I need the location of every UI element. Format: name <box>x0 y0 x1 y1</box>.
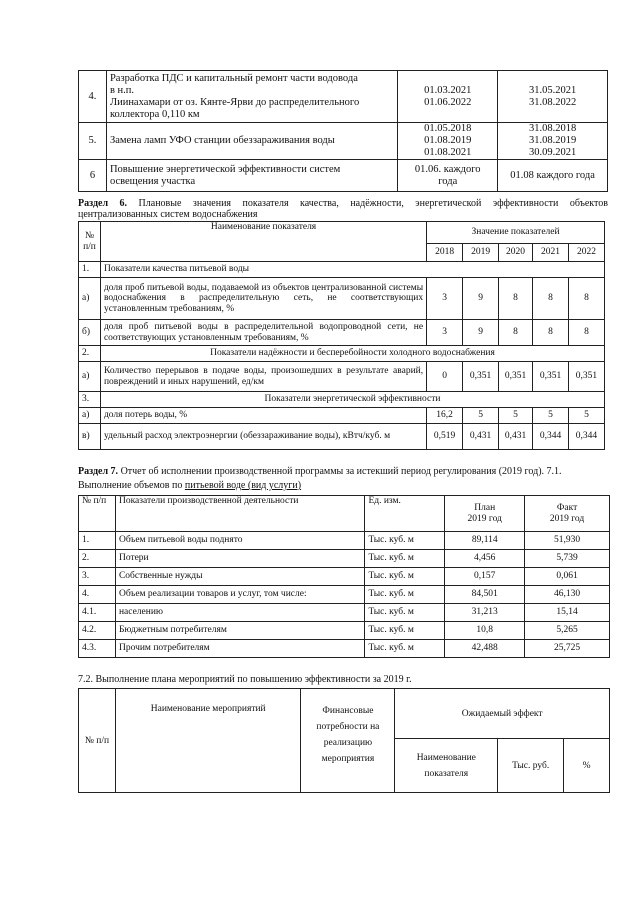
measure-name <box>106 160 397 192</box>
indicator-num: а) <box>79 362 101 392</box>
plan-label: План <box>474 502 496 513</box>
production-fact: 15,14 <box>525 604 610 622</box>
production-unit: Тыс. куб. м <box>365 622 445 640</box>
section-6-title: Плановые значения показателя качества, надёжности, энергетической эффективности объектов централизованных систем водоснабжения <box>78 198 608 220</box>
indicator-value: 5 <box>463 408 499 424</box>
measure-name-line: Разработка ПДС и капитальный ремонт части водовода <box>109 72 358 84</box>
indicator-row <box>79 392 605 408</box>
year-header: 2018 <box>427 244 463 262</box>
measure-start-dates <box>398 71 498 123</box>
indicator-row <box>79 424 605 450</box>
indicator-value: 8 <box>568 320 604 346</box>
measure-row <box>79 71 608 123</box>
header-plan <box>445 496 525 532</box>
production-num: 3. <box>79 568 116 586</box>
production-plan: 10,8 <box>445 622 525 640</box>
production-row <box>79 640 610 658</box>
year-header: 2022 <box>568 244 604 262</box>
indicator-value: 5 <box>568 408 604 424</box>
indicator-num: 3. <box>79 392 101 408</box>
header-percent: % <box>564 739 610 793</box>
measures-table-continued <box>78 70 608 192</box>
production-plan: 89,114 <box>445 532 525 550</box>
end-date: 31.05.2021 <box>528 84 577 96</box>
fin-line-4: мероприятия <box>321 754 375 764</box>
fin-line-1: Финансовые <box>322 706 374 716</box>
header-indicator-name <box>395 739 498 793</box>
production-unit: Тыс. куб. м <box>365 604 445 622</box>
indicator-num: в) <box>79 424 101 450</box>
production-fact: 5,265 <box>525 622 610 640</box>
indicator-value: 0 <box>427 362 463 392</box>
fact-year: 2019 год <box>549 513 585 524</box>
measure-name-line: коллектора 0,110 км <box>109 108 200 120</box>
indicator-value: 9 <box>463 278 499 320</box>
start-date: 01.06. каждого <box>414 163 481 175</box>
header-thousand-rub: Тыс. руб. <box>498 739 564 793</box>
production-plan: 42,488 <box>445 640 525 658</box>
end-date: 31.08.2022 <box>528 96 577 108</box>
measure-end-dates <box>498 123 608 160</box>
measure-name-line: освещения участка <box>109 175 196 187</box>
indicator-value: 16,2 <box>427 408 463 424</box>
measure-name-line: Повышение энергетической эффективности систем <box>109 163 341 175</box>
header-expected-effect: Ожидаемый эффект <box>395 689 610 739</box>
year-header: 2020 <box>499 244 533 262</box>
section-7-2-title: 7.2. Выполнение плана мероприятий по повышению эффективности за 2019 г. <box>78 674 412 685</box>
indicator-value: 3 <box>427 320 463 346</box>
header-unit: Ед. изм. <box>365 496 445 532</box>
year-header: 2021 <box>533 244 569 262</box>
indicator-value: 5 <box>533 408 569 424</box>
production-num: 4.3. <box>79 640 116 658</box>
production-indicator: Собственные нужды <box>115 568 365 586</box>
indicator-value: 8 <box>568 278 604 320</box>
production-indicator: Объем реализации товаров и услуг, том числе: <box>115 586 365 604</box>
header-values: Значение показателей <box>427 222 605 244</box>
indicator-row <box>79 362 605 392</box>
production-table <box>78 495 610 658</box>
measure-start-dates <box>398 160 498 192</box>
production-row <box>79 550 610 568</box>
indicator-row <box>79 262 605 278</box>
production-unit: Тыс. куб. м <box>365 586 445 604</box>
measure-name-line: Лиинахамари от оз. Кянте-Ярви до распределительного <box>109 96 360 108</box>
indicator-value: 9 <box>463 320 499 346</box>
production-num: 2. <box>79 550 116 568</box>
section-7-heading <box>78 465 608 493</box>
indicator-num: а) <box>79 278 101 320</box>
section-7-subtitle: Выполнение объемов по <box>78 480 185 491</box>
header-indicator: Показатели производственной деятельности <box>115 496 365 532</box>
start-date: 01.03.2021 <box>424 84 472 96</box>
indicator-value: 0,351 <box>463 362 499 392</box>
indicator-value: 8 <box>533 278 569 320</box>
measure-start-dates <box>398 123 498 160</box>
indicator-value: 0,351 <box>533 362 569 392</box>
start-date: 01.08.2019 <box>424 135 472 146</box>
start-date: 01.06.2022 <box>424 96 472 108</box>
production-plan: 84,501 <box>445 586 525 604</box>
indicator-value: 0,344 <box>533 424 569 450</box>
measure-num: 5. <box>79 123 107 160</box>
indicator-name: Количество перерывов в подаче воды, произошедших в результате аварий, повреждений и иных нарушений, ед/км <box>100 362 426 392</box>
indicator-value: 8 <box>499 320 533 346</box>
indicators-table <box>78 221 605 450</box>
production-fact: 5,739 <box>525 550 610 568</box>
indicator-value: 0,351 <box>499 362 533 392</box>
production-unit: Тыс. куб. м <box>365 568 445 586</box>
start-date: 01.05.2018 <box>424 123 472 134</box>
indicator-line-2: показателя <box>424 768 469 779</box>
end-date: 31.08.2019 <box>528 135 577 146</box>
indicator-name: доля потерь воды, % <box>100 408 426 424</box>
section-6-label: Раздел 6. <box>78 198 128 209</box>
indicator-name: доля проб питьевой воды в распределительной водопроводной сети, не соответствующих установленным требованиям, % <box>100 320 426 346</box>
indicator-value: 0,431 <box>499 424 533 450</box>
production-num: 4. <box>79 586 116 604</box>
indicator-name: удельный расход электроэнергии (обеззараживание воды), кВтч/куб. м <box>100 424 426 450</box>
measure-name-line: Замена ламп УФО станции обеззараживания воды <box>109 135 335 146</box>
fin-line-2: потребности на <box>316 722 380 732</box>
header-financing <box>301 689 395 793</box>
start-date: года <box>438 175 458 187</box>
production-indicator: населению <box>115 604 365 622</box>
production-row <box>79 622 610 640</box>
end-date: 31.08.2018 <box>528 123 577 134</box>
end-date: 01.08 каждого года <box>510 169 595 181</box>
production-unit: Тыс. куб. м <box>365 532 445 550</box>
indicator-row <box>79 320 605 346</box>
measure-end-dates <box>498 160 608 192</box>
start-date: 01.08.2021 <box>424 147 472 158</box>
production-row <box>79 532 610 550</box>
fact-label: Факт <box>556 502 578 513</box>
header-measure-name: Наименование мероприятий <box>115 689 301 793</box>
indicator-num: б) <box>79 320 101 346</box>
indicator-value: 8 <box>499 278 533 320</box>
measure-name <box>106 123 397 160</box>
production-indicator: Потери <box>115 550 365 568</box>
production-plan: 0,157 <box>445 568 525 586</box>
production-row <box>79 568 610 586</box>
header-indicator-name: Наименование показателя <box>100 222 426 262</box>
section-7-2-heading <box>78 674 608 685</box>
production-unit: Тыс. куб. м <box>365 640 445 658</box>
indicator-value: 3 <box>427 278 463 320</box>
section-6-heading <box>78 198 608 220</box>
measure-row <box>79 160 608 192</box>
production-fact: 25,725 <box>525 640 610 658</box>
section-7-title: Отчет об исполнении производственной программы за истекший период регулирования (2019 год). 7.1. <box>120 466 562 477</box>
header-num: № п/п <box>79 496 116 532</box>
section-7-subtitle-underlined: питьевой воде (вид услуги) <box>184 480 302 491</box>
measure-name <box>106 71 397 123</box>
production-row <box>79 604 610 622</box>
indicator-row <box>79 408 605 424</box>
production-row <box>79 586 610 604</box>
section-7-label: Раздел 7. <box>78 466 119 477</box>
measure-name-line: в н.п. <box>109 84 135 96</box>
production-fact: 46,130 <box>525 586 610 604</box>
production-unit: Тыс. куб. м <box>365 550 445 568</box>
production-num: 4.2. <box>79 622 116 640</box>
header-num: № п/п <box>79 689 116 793</box>
indicator-num: а) <box>79 408 101 424</box>
production-indicator: Объем питьевой воды поднято <box>115 532 365 550</box>
indicator-row <box>79 346 605 362</box>
indicator-section-title: Показатели энергетической эффективности <box>100 392 604 408</box>
indicator-line-1: Наименование <box>416 752 476 763</box>
indicator-value: 0,519 <box>427 424 463 450</box>
production-plan: 31,213 <box>445 604 525 622</box>
efficiency-plan-table <box>78 688 610 793</box>
indicator-row <box>79 278 605 320</box>
indicator-value: 0,344 <box>568 424 604 450</box>
production-fact: 51,930 <box>525 532 610 550</box>
header-num: № п/п <box>79 222 101 262</box>
indicator-value: 5 <box>499 408 533 424</box>
indicator-group-title: Показатели качества питьевой воды <box>100 262 604 278</box>
header-fact <box>525 496 610 532</box>
measure-num: 4. <box>79 71 107 123</box>
indicator-value: 8 <box>533 320 569 346</box>
indicator-value: 0,431 <box>463 424 499 450</box>
measure-end-dates <box>498 71 608 123</box>
fin-line-3: реализацию <box>323 738 373 748</box>
indicator-num: 1. <box>79 262 101 278</box>
production-num: 1. <box>79 532 116 550</box>
production-indicator: Прочим потребителям <box>115 640 365 658</box>
plan-year: 2019 год <box>467 513 502 524</box>
production-plan: 4,456 <box>445 550 525 568</box>
measure-row <box>79 123 608 160</box>
measure-num: 6 <box>79 160 107 192</box>
end-date: 30.09.2021 <box>528 147 577 158</box>
year-header: 2019 <box>463 244 499 262</box>
production-fact: 0,061 <box>525 568 610 586</box>
indicator-value: 0,351 <box>568 362 604 392</box>
indicator-num: 2. <box>79 346 101 362</box>
production-indicator: Бюджетным потребителям <box>115 622 365 640</box>
indicator-name: доля проб питьевой воды, подаваемой из объектов централизованной системы водоснабжения в распределительную сеть, не соответствующих установленным требованиям, % <box>100 278 426 320</box>
production-num: 4.1. <box>79 604 116 622</box>
indicator-section-title: Показатели надёжности и бесперебойности холодного водоснабжения <box>100 346 604 362</box>
